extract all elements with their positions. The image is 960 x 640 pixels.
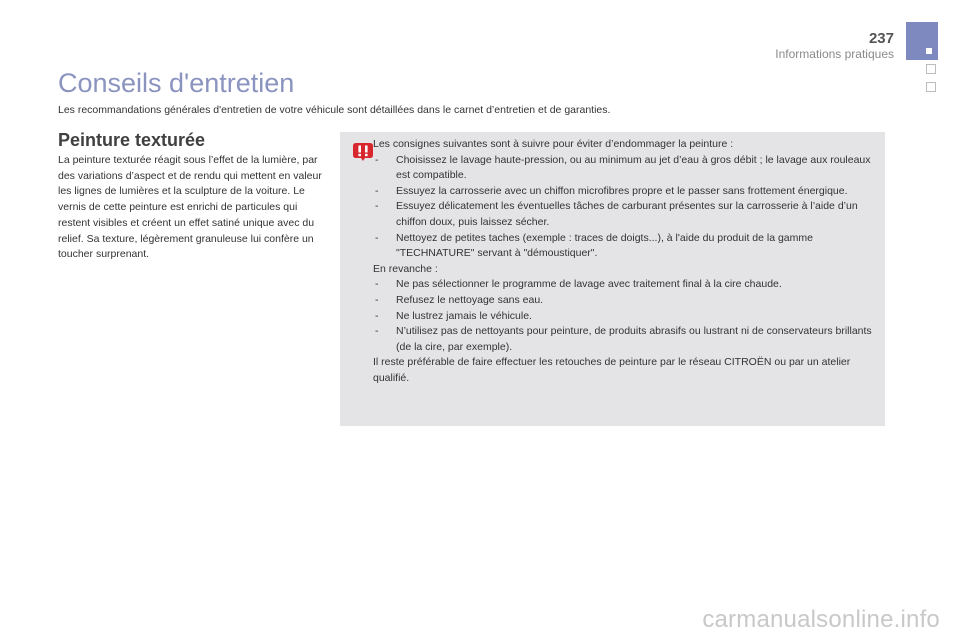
intro-text: Les recommandations générales d'entretien de votre véhicule sont détaillées dans le carnet d’entretien et de garanties. [58,104,611,116]
list-item: - Choisissez le lavage haute-pression, ou au minimum au jet d’eau à gros débit ; le lavage aux rouleaux est compatible. [373,153,878,184]
list-item: - Ne pas sélectionner le programme de lavage avec traitement final à la cire chaude. [373,277,878,293]
page-number: 237 [868,30,894,47]
list-item: - Refusez le nettoyage sans eau. [373,293,878,309]
warning-box [340,132,885,426]
list-item: - Essuyez délicatement les éventuelles tâches de carburant présentes sur la carrosserie à l’aide d’un chiffon doux, puis laissez sécher. [373,199,878,230]
list-item: - Nettoyez de petites taches (exemple : traces de doigts...), à l'aide du produit de la gamme "TECHNATURE" servant à "démoustiquer". [373,231,878,262]
warning-exclamation-icon [352,142,374,162]
section-label: Informations pratiques [775,47,894,61]
watermark: carmanualsonline.info [702,606,940,633]
warning-closing: Il reste préférable de faire effectuer les retouches de peinture par le réseau CITROËN ou par un atelier qualifié. [373,356,851,384]
section-heading: Peinture texturée [58,130,206,150]
however-label: En revanche : [373,262,438,275]
chapter-tab-active[interactable] [906,22,938,60]
warning-content [373,137,878,387]
tab-marker-icon [926,48,932,54]
list-item: - Essuyez la carrosserie avec un chiffon microfibres propre et le passer sans frottement énergique. [373,184,878,200]
warning-intro: Les consignes suivantes sont à suivre pour éviter d’endommager la peinture : [373,138,734,150]
list-item: - Ne lustrez jamais le véhicule. [373,309,878,325]
chapter-tab[interactable] [926,82,936,92]
page-title: Conseils d'entretien [58,68,295,98]
dont-list [373,277,878,355]
list-item: - N’utilisez pas de nettoyants pour peinture, de produits abrasifs ou lustrant ni de conservateurs brillants (de la cire, par exemple). [373,324,878,355]
do-list [373,153,878,262]
section-body: La peinture texturée réagit sous l’effet de la lumière, par des variations d’aspect et de rendu qui mettent en valeur les lignes de lumières et la sculpture de la voiture. Le vernis de cette peinture est enrichi de particules qui restent visibles et créent un effet satiné unique avec du relief. Sa texture, légèrement granuleuse lui confère un toucher surprenant. [58,154,322,261]
chapter-tab[interactable] [926,64,936,74]
